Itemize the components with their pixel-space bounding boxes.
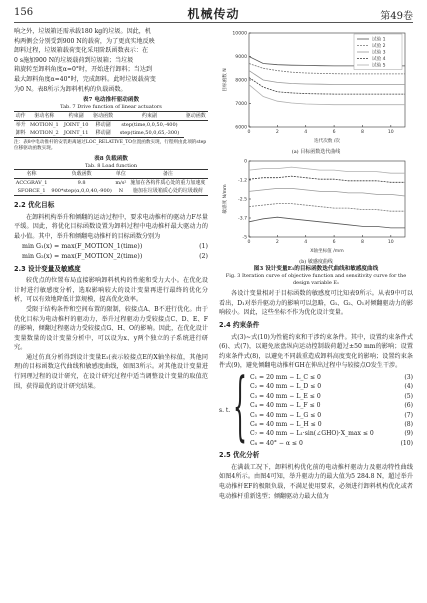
- intro-line: 最大卸料角度α=40°时，完成卸料。此时垃圾载荷变: [14, 75, 156, 83]
- x-axis-label: 迭代次数 /次: [314, 139, 340, 144]
- section-2-3-text-2: 受限于结构条件和空间布置的限制，较接点A、B不进行优化。由于优化目标为电动推杆的驱动力，举升过程驱动力受较接点C、D、E、F的影响，倾翻过程驱动力受较接点G、H、O的影响。因此，在优化设计变量数量的设计变量分析中，可以设为x、y两个独立的子系统进行研究。: [14, 305, 208, 352]
- constraint-expression: C₈ = 40° − α ≤ 0: [250, 439, 303, 447]
- intro-line: 0 s施加900 N的垃圾载荷到垃圾箱；当垃圾: [14, 56, 134, 64]
- table8-cell: 900*step(α,0,0,40,-900): [49, 187, 114, 196]
- y-tick-label: 6000: [235, 125, 247, 131]
- intro-line: 箱旋转至卸料角度α=0°时，开始进行卸料；当达到: [14, 66, 153, 74]
- legend-label: 试验 4: [372, 57, 386, 63]
- y-tick-label: 10000: [232, 31, 247, 37]
- figure3b-caption: (b) 敏感度曲线: [299, 258, 333, 265]
- intro-line: 构两侧会分别受到900 N的载荷，为了更真实地反映: [14, 37, 155, 45]
- constraint-expression: C₆ = 40 mm − L_H ≤ 0: [250, 420, 322, 428]
- constraint-row: [250, 411, 413, 420]
- table7-cell: 卸料: [15, 129, 26, 136]
- section-2-3-heading: 2.3 设计变量及敏感度: [14, 264, 81, 273]
- figure3a-iteration-chart: [219, 27, 413, 145]
- x-tick-label: 0: [247, 240, 251, 246]
- section-2-2-heading: 2.2 优化目标: [14, 201, 55, 210]
- constraint-row: [250, 420, 413, 429]
- series-line: [249, 85, 405, 105]
- constraint-expression: C₂ = 40 mm − L_D ≤ 0: [250, 383, 322, 391]
- legend-label: 试验 5: [372, 63, 386, 69]
- constraint-expression: C₇ = 40 mm − L₁·sin(∠GHO)·X_max ≤ 0: [250, 430, 374, 438]
- series-line: [249, 71, 405, 85]
- table8-row: [14, 179, 208, 188]
- table8: [14, 169, 208, 196]
- constraint-expression: C₅ = 40 mm − L_G ≤ 0: [250, 411, 322, 419]
- table7-title: 表7 电动推杆驱动函数: [82, 97, 140, 104]
- table8-cell: 施加在各构件质心处的重力加速度: [130, 180, 206, 187]
- constraint-row: [250, 392, 413, 401]
- constraint-number: (9): [404, 430, 413, 438]
- table7-header-cell: 驱动函数: [184, 111, 208, 120]
- constraint-number: (5): [404, 392, 413, 400]
- page-number: 156: [14, 7, 34, 18]
- x-tick-label: 10: [387, 130, 394, 135]
- subject-to-label: s. t.: [219, 406, 231, 414]
- x-axis-label: X轴坐标值 /mm: [310, 249, 344, 255]
- sensitivity-paragraph: 各设计变量相对于目标函数的敏感度可比知表9所示。从表9中可以看出，D₁对举升驱动力的影响可以忽略，G₁、G₂、O₁对倾翻驱动力的影响较小。因此，这些坐标不作为优化设计变量。: [219, 290, 413, 317]
- constraint-row: [250, 382, 413, 391]
- equation-1: [14, 242, 208, 252]
- table7: [14, 111, 208, 138]
- legend-label: 试验 1: [372, 37, 386, 43]
- constraint-row: [250, 401, 413, 410]
- intro-paragraph: [14, 27, 208, 94]
- y-tick-label: 0: [244, 159, 247, 165]
- series-line: [249, 176, 405, 182]
- section-2-5-heading: 2.5 优化分析: [219, 451, 260, 460]
- figure3b-sensitivity-chart: [219, 155, 413, 255]
- figure3-caption-en: Fig. 3 Iteration curve of objective function and sensitivity curve for the design variable E₁: [225, 273, 407, 286]
- table8-header-cell: 负载函数: [49, 170, 114, 179]
- x-tick-label: 8: [360, 240, 364, 246]
- right-column: [219, 27, 413, 501]
- header-rule: [14, 22, 413, 23]
- intro-line: 为0 N。表8所示为卸料机构的负载函数。: [14, 85, 127, 93]
- constraint-expression: C₃ = 40 mm − L_E ≤ 0: [250, 392, 321, 400]
- constraint-number: (10): [400, 439, 413, 447]
- x-tick-label: 6: [332, 240, 336, 246]
- constraint-list: [250, 373, 413, 448]
- table8-cell: 9.8: [77, 180, 86, 187]
- table7-cell: step(time,50,0,65,-300): [115, 129, 183, 138]
- legend-label: 试验 3: [372, 50, 386, 56]
- table8-title: 表8 负载函数: [94, 155, 128, 162]
- table8-cell: 施加在垃圾箱质心处的垃圾载荷: [128, 187, 208, 196]
- table7-cell: JOINT_11: [61, 129, 91, 138]
- section-2-5-text: 在满载工况下，卸料机构优化前的电动推杆驱动力及驱动特性曲线如图4所示。由图4可知，举升驱动力的最大值为5 284.8 N，超过举升电动推杆EF的极限负载，不满足使用要求，必须进行卸料机构优化或者电动推杆重新选型；倾翻驱动力最大值为: [219, 463, 413, 500]
- table7-cell: 移动副: [91, 129, 115, 138]
- y-axis-label: 目标函数 N: [223, 68, 228, 92]
- constraint-row: [250, 373, 413, 382]
- table7-header-cell: 约束副: [115, 111, 183, 120]
- table7-header-cell: 约束副: [61, 111, 91, 120]
- left-column: [14, 27, 208, 391]
- table7-subtitle: Tab. 7 Drive function of linear actuators: [60, 104, 162, 111]
- table8-subtitle: Tab. 8 Load function: [84, 162, 138, 169]
- x-tick-label: 4: [304, 130, 308, 135]
- section-2-2-text: 在卸料机构举升和倾翻的运动过程中，要求电动推杆的驱动力F尽量平缓。因此，将优化目标函数设置为卸料过程中电动推杆最大驱动力的最小值。其中，举升和倾翻电动推杆的目标函数分别为: [14, 213, 208, 240]
- table8-cell: ACCGRAV_1: [15, 180, 48, 187]
- x-tick-label: 8: [360, 130, 364, 135]
- section-2-4-heading: 2.4 约束条件: [219, 320, 260, 329]
- constraint-number: (3): [404, 373, 413, 381]
- constraint-number: (7): [404, 411, 413, 419]
- series-line: [249, 167, 405, 173]
- table7-cell: step(time,0,0,50,-400): [121, 121, 178, 128]
- table7-row: [14, 129, 208, 138]
- intro-line: 响之外，垃圾箱还需承载180 kg的垃圾。因此，机: [14, 28, 151, 35]
- section-2-3-text-1: 较优点的位置布局直接影响卸料机构的性能和受力大小。在优化设计时进行敏感度分析，选取影响较大的设计变量再进行最终的优化分析，可以有效地降低计算规模，提高优化效率。: [14, 277, 208, 304]
- table8-header-cell: 名称: [14, 170, 49, 179]
- table7-row: [14, 120, 208, 129]
- volume-label: 第49卷: [380, 11, 413, 22]
- equation-2-expr: min G₂(x) = max(F_MOTION_2(time)): [22, 252, 143, 260]
- table8-header-cell: 单位: [115, 171, 126, 178]
- y-tick-label: 8000: [235, 78, 247, 84]
- y-tick-label: -5: [242, 235, 247, 241]
- table7-cell: MOTION_1: [30, 121, 59, 128]
- table7-cell: 举升: [15, 121, 26, 128]
- constraint-number: (4): [404, 383, 413, 391]
- table7-cell: MOTION_2: [27, 129, 61, 138]
- y-tick-label: -2.5: [238, 197, 247, 203]
- table8-header-cell: 备注: [128, 170, 208, 179]
- table7-header-cell: 驱动函数: [91, 111, 115, 120]
- constraint-row: [250, 439, 413, 448]
- x-tick-label: 2: [275, 240, 279, 246]
- x-tick-label: 2: [275, 130, 279, 135]
- x-tick-label: 4: [304, 240, 308, 246]
- x-tick-label: 6: [332, 130, 336, 135]
- table8-cell: SFORCE_1: [14, 187, 49, 196]
- brace-glyph: {: [233, 366, 247, 452]
- constraint-row: [250, 429, 413, 438]
- x-tick-label: 0: [247, 130, 251, 135]
- section-2-4-text: 式(3)~式(10)为性能约束和干涉约束条件。其中，设置约束条件式(6)、式(7)，以避免底盘纵向运动控制载荷超过±50 mm的影响；设置约束条件式(8)，以避免不同载重造成卸料高度变化的影响；设置约束条件式(9)，避免倾翻电动推杆GH在伸出过程中与较接点O发生干涉。: [219, 333, 413, 370]
- series-line: [249, 78, 405, 95]
- table8-cell: N: [114, 187, 128, 196]
- equation-2-number: (2): [199, 252, 208, 260]
- table7-note: 注：表8中电动推杆的安装距离通过LOC_RELATIVE_TO位置函数实现，行程则由此项的step位移驱动函数实现。: [14, 139, 207, 151]
- series-line: [249, 188, 405, 196]
- equation-2: [14, 252, 208, 262]
- figure3-caption: 图3 设计变量E₁的目标函数迭代曲线和敏感度曲线: [253, 266, 379, 273]
- constraint-number: (8): [404, 420, 413, 428]
- y-tick-label: -3.7: [238, 216, 247, 222]
- table8-row: [14, 187, 208, 196]
- table7-header-cell: 驱动名称: [27, 111, 61, 120]
- y-axis-label: 敏感度 N/mm: [223, 184, 228, 214]
- table7-cell: JOINT_10: [63, 121, 89, 128]
- constraint-expression: C₁ = 20 mm − L_C ≤ 0: [250, 373, 321, 381]
- intro-line: 卸料过程，垃圾箱载荷变化采用阶跃函数表示：在: [14, 47, 149, 55]
- constraint-number: (6): [404, 402, 413, 410]
- y-tick-label: 7000: [235, 102, 247, 107]
- series-line: [249, 204, 405, 212]
- equation-1-number: (1): [199, 242, 208, 250]
- section-2-3-text-3: 通过仿真分析得到设计变量E₁(表示较接点E的X轴坐标值，其他同理)的目标函数这代曲线和敏感度曲线，如图3所示。对其他设计变量进行同理过程的设计研究，在设计研究过程中适当调整设计变量的取值范围，获得最优的设计研究结果。: [14, 353, 208, 390]
- y-tick-label: -1.2: [238, 178, 247, 184]
- equation-1-expr: min G₁(x) = max(F_MOTION_1(time)): [22, 242, 143, 250]
- x-tick-label: 10: [387, 240, 394, 246]
- constraint-block: [219, 366, 413, 452]
- series-line: [249, 217, 405, 228]
- journal-title: 机械传动: [187, 7, 240, 21]
- figure3a-caption: (a) 目标函数迭代曲线: [291, 148, 341, 155]
- table7-header-cell: 动作: [15, 112, 26, 119]
- constraint-expression: C₄ = 40 mm − L_F ≤ 0: [250, 402, 321, 410]
- table7-cell: 移动副: [95, 121, 111, 128]
- y-tick-label: 9000: [235, 55, 247, 60]
- legend-label: 试验 2: [372, 44, 386, 50]
- table8-cell: m/s²: [115, 180, 127, 187]
